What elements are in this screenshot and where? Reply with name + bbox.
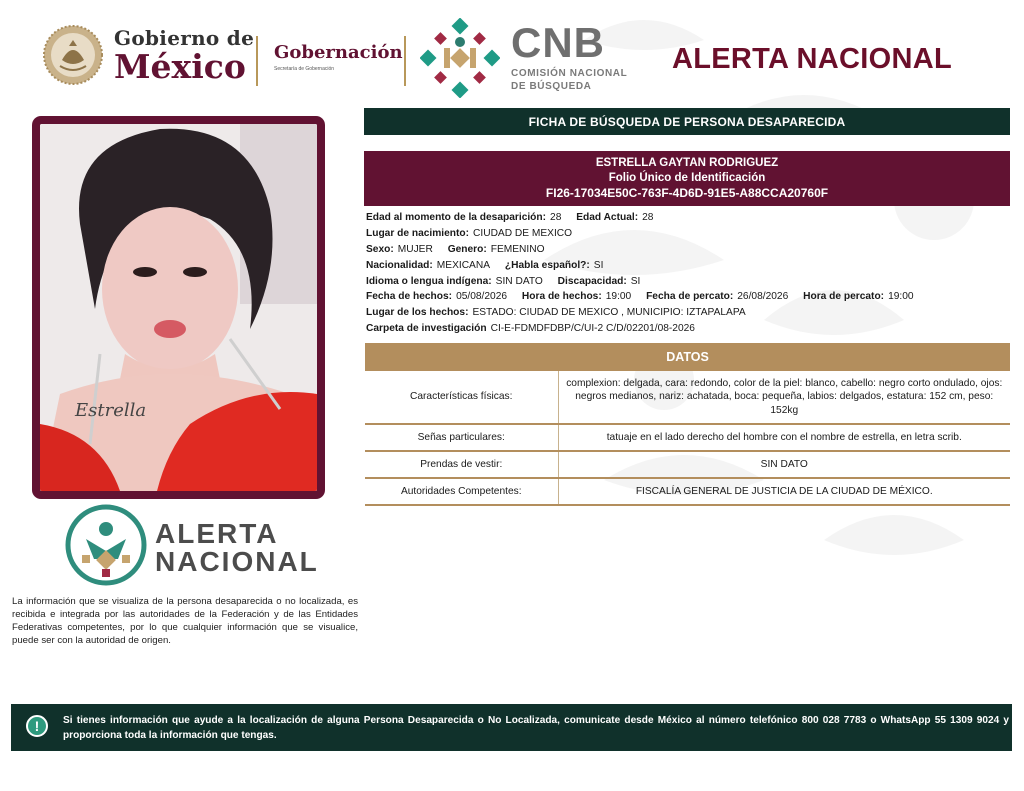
info-row-fechas xyxy=(366,291,1012,307)
table-row xyxy=(365,424,1010,451)
contact-footer xyxy=(11,704,1012,751)
person-name: ESTRELLA GAYTAN RODRIGUEZ xyxy=(595,157,779,169)
hora-percato-label: Hora de percato: xyxy=(803,291,885,303)
gobernacion-logo xyxy=(274,42,403,72)
datos-value: FISCALÍA GENERAL DE JUSTICIA DE LA CIUDAD DE MÉXICO. xyxy=(558,478,1010,505)
nacionalidad-value: MEXICANA xyxy=(436,259,491,271)
info-row-sexo xyxy=(366,244,1012,260)
edad-actual-label: Edad Actual: xyxy=(576,212,639,223)
idioma-value: SIN DATO xyxy=(495,275,543,287)
disclaimer-text: La información que se visualiza de la persona desaparecida o no localizada, es recibida e integrada por las autoridades de la Federación y de las Entidades Federativas competentes, por lo que cualquier información que se visualice, puede ser con la autoridad de origen. xyxy=(12,596,358,646)
carpeta-label: Carpeta de investigación xyxy=(366,323,487,335)
carpeta-value: CI-E-FDMDFDBP/C/UI-2 C/D/02201/08-2026 xyxy=(490,323,695,335)
hora-hechos-value: 19:00 xyxy=(605,291,632,303)
alerta-logo-line2: NACIONAL xyxy=(155,546,319,577)
mexico-text: México xyxy=(114,46,246,86)
lugar-nacimiento-value: CIUDAD DE MEXICO xyxy=(473,227,573,239)
table-row xyxy=(365,451,1010,478)
info-row-nacimiento xyxy=(366,228,1012,244)
person-photo-illustration xyxy=(40,124,317,491)
cnb-wordmark xyxy=(511,19,628,93)
genero-label: Genero: xyxy=(447,243,487,255)
gobierno-de-mexico-logo xyxy=(42,24,254,86)
sexo-value: MUJER xyxy=(397,243,433,255)
genero-value: FEMENINO xyxy=(490,243,545,255)
cnb-acronym: CNB xyxy=(511,19,605,66)
person-name-bar xyxy=(364,151,1010,206)
datos-label: Características físicas: xyxy=(365,371,558,424)
table-row xyxy=(365,371,1010,424)
edad-actual-value: 28 xyxy=(642,212,654,223)
idioma-label: Idioma o lengua indígena: xyxy=(366,275,492,287)
alerta-nacional-logo-icon xyxy=(64,503,148,587)
gobierno-de-text: Gobierno de xyxy=(114,25,255,50)
info-row-nacionalidad xyxy=(366,260,1012,276)
cnb-name-line1: COMISIÓN NACIONAL xyxy=(511,68,628,79)
exclamation-icon: ! xyxy=(26,715,48,737)
datos-value: tatuaje en el lado derecho del hombre con el nombre de estrella, en letra scrib. xyxy=(558,424,1010,451)
fecha-percato-value: 26/08/2026 xyxy=(737,291,789,303)
person-photo-frame xyxy=(32,116,325,499)
info-row-lugar-hechos xyxy=(366,307,1012,323)
ficha-title-bar: FICHA DE BÚSQUEDA DE PERSONA DESAPARECIDA xyxy=(364,108,1010,135)
lugar-hechos-value: ESTADO: CIUDAD DE MEXICO , MUNICIPIO: IZTAPALAPA xyxy=(472,307,746,319)
header-divider xyxy=(256,36,258,86)
national-seal-icon xyxy=(42,24,104,86)
folio-code: FI26-17034E50C-763F-4D6D-91E5-A88CCA20760F xyxy=(545,185,829,200)
info-row-idioma xyxy=(366,276,1012,292)
datos-label: Prendas de vestir: xyxy=(365,451,558,478)
contact-message: Si tienes información que ayude a la localización de alguna Persona Desaparecida o No Localizada, comunicate desde México al número telefónico 800 028 7783 o WhatsApp 55 1309 9024 y proporciona toda la información que tengas. xyxy=(63,715,1009,741)
discapacidad-value: SI xyxy=(630,275,641,287)
habla-espanol-value: SI xyxy=(593,259,604,271)
datos-value: complexion: delgada, cara: redondo, color de la piel: blanco, cabello: negro corto ondulado, ojos: negros medianos, nariz: achatada, boca: pequeña, labios: delgados, estatura: 152 cm, peso: 152kg xyxy=(558,371,1010,424)
alerta-nacional-title: ALERTA NACIONAL xyxy=(672,43,952,75)
tattoo-text: Estrella xyxy=(75,400,147,421)
fecha-hechos-value: 05/08/2026 xyxy=(456,291,508,303)
person-photo xyxy=(40,124,317,491)
hora-hechos-label: Hora de hechos: xyxy=(521,291,602,303)
header xyxy=(0,0,1024,100)
habla-espanol-label: ¿Habla español?: xyxy=(504,259,590,271)
folio-label: Folio Único de Identificación xyxy=(608,171,766,184)
lugar-hechos-label: Lugar de los hechos: xyxy=(366,307,469,319)
cnb-emblem-icon xyxy=(420,18,500,98)
table-row xyxy=(365,478,1010,505)
lugar-nacimiento-label: Lugar de nacimiento: xyxy=(366,227,470,239)
gobernacion-subtext: Secretaría de Gobernación xyxy=(274,66,335,72)
alerta-nacional-logo-text xyxy=(155,520,319,576)
datos-label: Autoridades Competentes: xyxy=(365,478,558,505)
info-row-edad xyxy=(366,212,1012,228)
datos-table xyxy=(365,371,1010,506)
datos-value: SIN DATO xyxy=(558,451,1010,478)
fecha-hechos-label: Fecha de hechos: xyxy=(366,291,453,303)
datos-header: DATOS xyxy=(365,343,1010,371)
cnb-name-line2: DE BÚSQUEDA xyxy=(511,80,592,92)
edad-desaparicion-value: 28 xyxy=(550,212,562,223)
gobernacion-text: Gobernación xyxy=(274,42,403,63)
info-row-carpeta xyxy=(366,323,1012,339)
datos-label: Señas particulares: xyxy=(365,424,558,451)
fecha-percato-label: Fecha de percato: xyxy=(646,291,734,303)
header-divider xyxy=(404,36,406,86)
alerta-logo-line1: ALERTA xyxy=(155,518,279,549)
person-info xyxy=(366,212,1012,339)
hora-percato-value: 19:00 xyxy=(888,291,914,303)
edad-desaparicion-label: Edad al momento de la desaparición: xyxy=(366,212,547,223)
sexo-label: Sexo: xyxy=(366,243,394,255)
discapacidad-label: Discapacidad: xyxy=(557,275,627,287)
nacionalidad-label: Nacionalidad: xyxy=(366,259,433,271)
